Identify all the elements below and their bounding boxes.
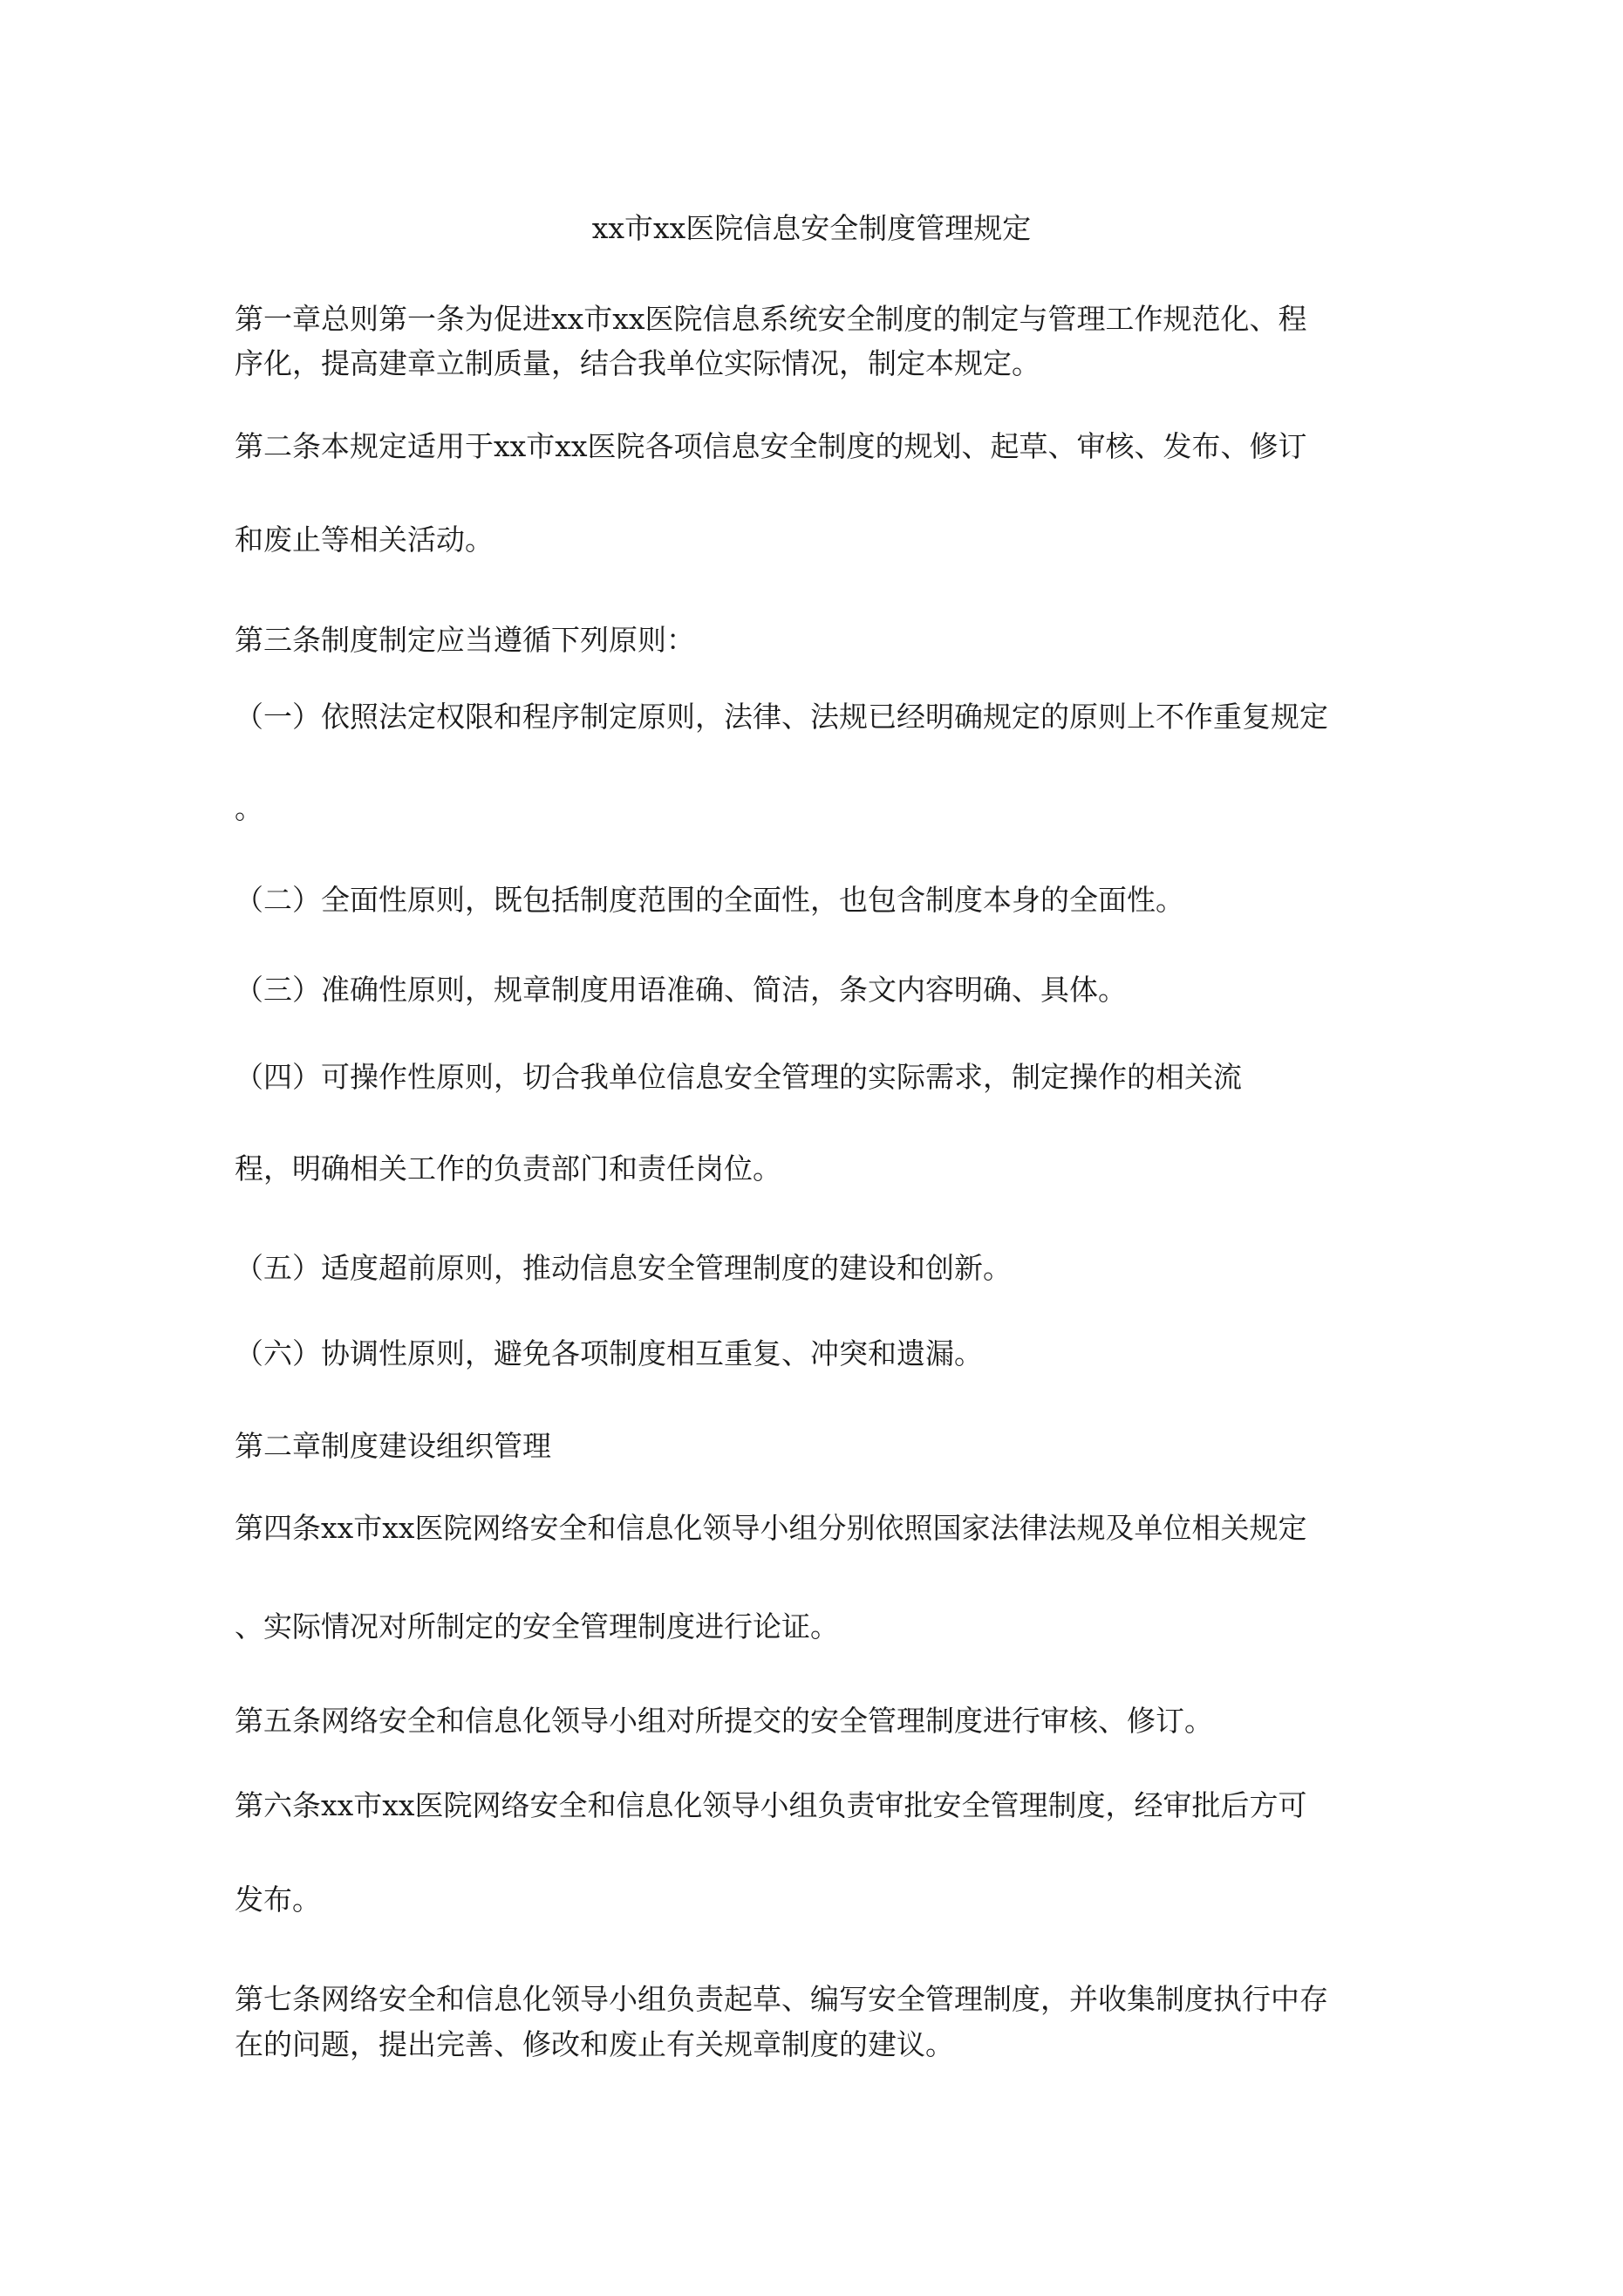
paragraph-line: 程，明确相关工作的负责部门和责任岗位。 [235,1151,781,1186]
paragraph-line: （二）全面性原则，既包括制度范围的全面性，也包含制度本身的全面性。 [235,883,1184,917]
paragraph-line: 在的问题，提出完善、修改和废止有关规章制度的建议。 [235,2027,954,2061]
paragraph-line: （六）协调性原则，避免各项制度相互重复、冲突和遗漏。 [235,1336,983,1370]
chapter-heading: 第二章制度建设组织管理 [235,1429,551,1463]
paragraph-line: 第六条xx市xx医院网络安全和信息化领导小组负责审批安全管理制度，经审批后方可 [235,1788,1307,1822]
paragraph-line: 。 [235,791,263,825]
paragraph-line: 发布。 [235,1883,321,1917]
paragraph-line: 第四条xx市xx医院网络安全和信息化领导小组分别依照国家法律法规及单位相关规定 [235,1511,1307,1545]
paragraph-line: （五）适度超前原则，推动信息安全管理制度的建设和创新。 [235,1251,1012,1285]
paragraph-line: 第七条网络安全和信息化领导小组负责起草、编写安全管理制度，并收集制度执行中存 [235,1982,1328,2016]
paragraph-line: （四）可操作性原则，切合我单位信息安全管理的实际需求，制定操作的相关流 [235,1060,1242,1094]
paragraph-line: 、实际情况对所制定的安全管理制度进行论证。 [235,1609,839,1643]
paragraph-line: 第五条网络安全和信息化领导小组对所提交的安全管理制度进行审核、修订。 [235,1704,1213,1738]
paragraph-line: （一）依照法定权限和程序制定原则，法律、法规已经明确规定的原则上不作重复规定 [235,700,1328,734]
paragraph-line: 和废止等相关活动。 [235,523,494,557]
paragraph-line: （三）准确性原则，规章制度用语准确、简洁，条文内容明确、具体。 [235,973,1127,1007]
paragraph-line: 第三条制度制定应当遵循下列原则： [235,623,695,657]
paragraph-line: 第一章总则第一条为促进xx市xx医院信息系统安全制度的制定与管理工作规范化、程 [235,302,1307,336]
paragraph-line: 序化，提高建章立制质量，结合我单位实际情况，制定本规定。 [235,346,1040,380]
document-title: xx市xx医院信息安全制度管理规定 [591,211,1032,245]
paragraph-line: 第二条本规定适用于xx市xx医院各项信息安全制度的规划、起草、审核、发布、修订 [235,429,1307,463]
